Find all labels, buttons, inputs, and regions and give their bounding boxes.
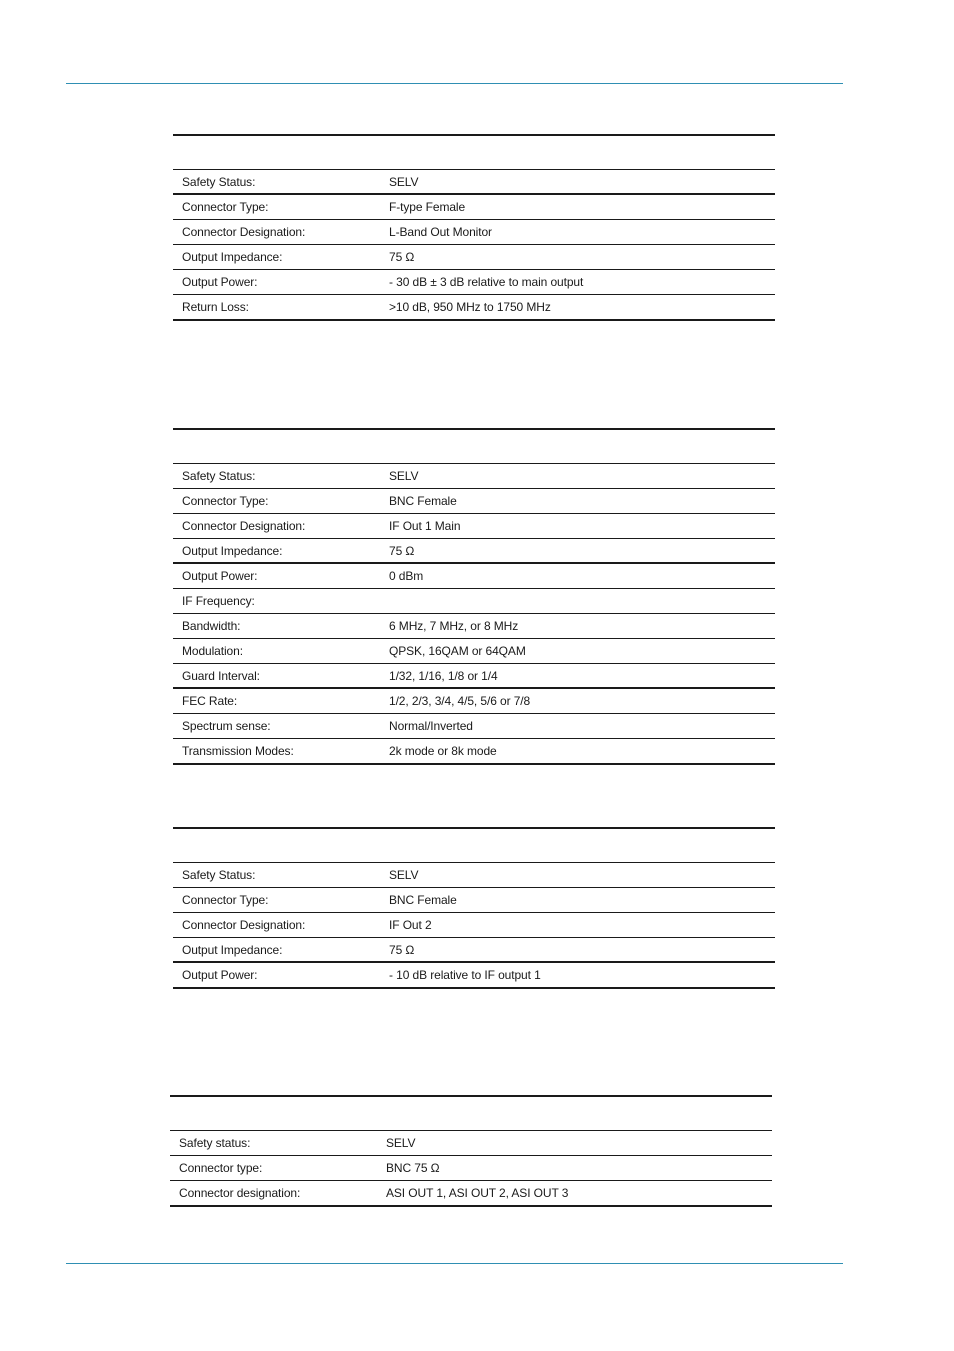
row-label: Return Loss: — [182, 300, 249, 314]
table-row — [173, 195, 775, 220]
row-label: Spectrum sense: — [182, 719, 271, 733]
row-value: SELV — [389, 174, 419, 189]
row-value: SELV — [389, 469, 419, 483]
table-row — [173, 714, 775, 739]
table-row — [170, 1156, 772, 1181]
table-row — [173, 664, 775, 689]
table-row — [173, 689, 775, 714]
spec-table-if-out-1 — [173, 428, 775, 765]
row-label: Output Power: — [182, 569, 258, 583]
row-label: Connector Designation: — [182, 918, 306, 932]
row-label: Connector Type: — [182, 494, 269, 508]
row-label: FEC Rate: — [182, 694, 238, 708]
row-value: IF Out 2 — [389, 918, 432, 932]
row-value: 1/2, 2/3, 3/4, 4/5, 5/6 or 7/8 — [389, 694, 531, 708]
table-row — [173, 564, 775, 589]
row-label: Connector Designation: — [182, 519, 306, 533]
table-row — [173, 170, 775, 195]
row-label: Safety Status: — [182, 868, 256, 882]
table-row — [173, 739, 775, 765]
table-row — [173, 639, 775, 664]
row-value: QPSK, 16QAM or 64QAM — [389, 644, 526, 658]
row-value: >10 dB, 950 MHz to 1750 MHz — [389, 300, 551, 314]
table-row — [173, 220, 775, 245]
row-value: ASI OUT 1, ASI OUT 2, ASI OUT 3 — [386, 1186, 569, 1200]
table-row — [173, 614, 775, 639]
row-value: F-type Female — [389, 200, 466, 214]
spec-table-if-out-2 — [173, 827, 775, 989]
row-value: 75 Ω — [389, 543, 415, 558]
row-label: Safety status: — [179, 1136, 251, 1150]
row-label: Connector type: — [179, 1161, 263, 1175]
table-row — [173, 270, 775, 295]
table-row — [173, 913, 775, 938]
row-label: Output Power: — [182, 968, 258, 982]
row-value: IF Out 1 Main — [389, 519, 461, 533]
row-value: BNC 75 Ω — [386, 1161, 440, 1175]
row-value: 0 dBm — [389, 569, 424, 583]
row-value: BNC Female — [389, 893, 457, 907]
row-label: Connector Designation: — [182, 225, 306, 239]
spec-table-asi-out — [170, 1095, 772, 1207]
table-row — [170, 1181, 772, 1207]
row-value: - 30 dB ± 3 dB relative to main output — [389, 275, 584, 289]
row-label: Output Impedance: — [182, 250, 283, 264]
table-row — [173, 514, 775, 539]
row-value: 75 Ω — [389, 250, 415, 264]
table-row — [173, 963, 775, 989]
row-value: SELV — [386, 1136, 416, 1150]
row-label: Connector Type: — [182, 893, 269, 907]
row-value: - 10 dB relative to IF output 1 — [389, 968, 541, 982]
row-label: Output Impedance: — [182, 942, 283, 957]
footer-rule — [66, 1263, 843, 1264]
row-label: Connector Type: — [182, 200, 269, 214]
row-label: IF Frequency: — [182, 594, 255, 608]
table-row — [173, 489, 775, 514]
row-label: Modulation: — [182, 644, 243, 658]
row-label: Safety Status: — [182, 469, 256, 483]
table-row — [173, 589, 775, 614]
row-label: Output Impedance: — [182, 543, 283, 558]
row-value: 6 MHz, 7 MHz, or 8 MHz — [389, 619, 519, 633]
table-row — [173, 863, 775, 888]
row-label: Safety Status: — [182, 174, 256, 189]
table-header-band — [170, 1095, 772, 1131]
row-value: 1/32, 1/16, 1/8 or 1/4 — [389, 668, 498, 683]
header-rule — [66, 83, 843, 84]
row-value: 2k mode or 8k mode — [389, 744, 497, 758]
row-value: 75 Ω — [389, 942, 415, 957]
row-value: BNC Female — [389, 494, 457, 508]
row-value: L-Band Out Monitor — [389, 225, 492, 239]
table-row — [173, 245, 775, 270]
row-label: Guard Interval: — [182, 668, 260, 683]
row-label: Bandwidth: — [182, 619, 241, 633]
row-value: Normal/Inverted — [389, 719, 473, 733]
row-value: SELV — [389, 868, 419, 882]
row-label: Output Power: — [182, 275, 258, 289]
table-row — [173, 539, 775, 564]
table-row — [173, 464, 775, 489]
table-row — [170, 1131, 772, 1156]
row-label: Connector designation: — [179, 1186, 301, 1200]
table-header-band — [173, 827, 775, 863]
table-header-band — [173, 428, 775, 464]
table-row — [173, 888, 775, 913]
table-row — [173, 295, 775, 321]
table-row — [173, 938, 775, 963]
spec-table-l-band-monitor — [173, 134, 775, 321]
row-label: Transmission Modes: — [182, 744, 294, 758]
table-header-band — [173, 134, 775, 170]
